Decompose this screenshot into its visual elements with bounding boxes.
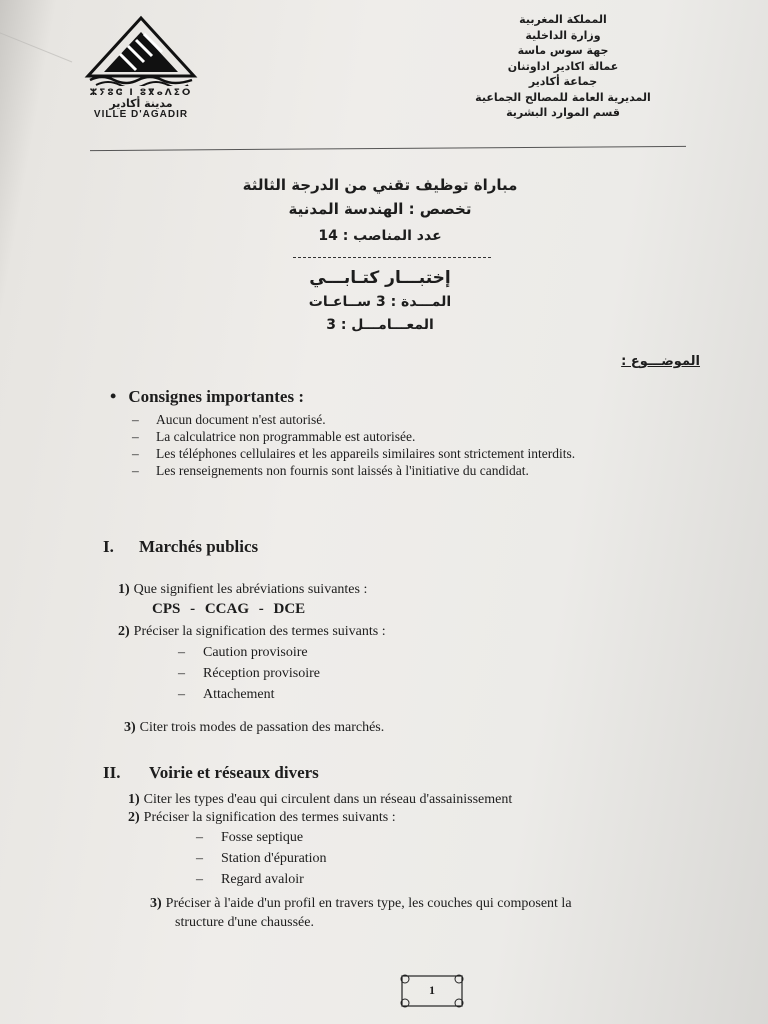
- question: [124, 720, 384, 736]
- section-title: Voirie et réseaux divers: [149, 763, 319, 782]
- title-dashed-divider: [293, 257, 491, 258]
- term-item: – Attachement: [178, 684, 320, 705]
- instructions-heading: [110, 386, 710, 407]
- term-item: – Station d'épuration: [196, 848, 327, 869]
- question-continuation: structure d'une chaussée.: [175, 915, 314, 930]
- question-number: 3): [150, 896, 162, 911]
- instructions-block: [110, 386, 710, 479]
- instruction-item: – Aucun document n'est autorisé.: [132, 411, 710, 428]
- question-text: Préciser la signification des termes suivants :: [133, 624, 386, 639]
- question-number: 1): [118, 582, 130, 597]
- header-line: وزارة الداخلية: [525, 28, 601, 42]
- question-text: Préciser la signification des termes suivants :: [143, 810, 396, 825]
- question: [118, 624, 386, 640]
- term-item: – Fosse septique: [196, 827, 327, 848]
- administrative-header: [448, 12, 678, 121]
- instruction-item: – La calculatrice non programmable est autorisée.: [132, 428, 710, 445]
- header-line: المديرية العامة للمصالح الجماعية: [475, 90, 651, 104]
- question-number: 2): [128, 810, 140, 825]
- question-number: 2): [118, 624, 130, 639]
- header-line: جهة سوس ماسة: [517, 44, 609, 57]
- term-item: – Regard avaloir: [196, 869, 327, 890]
- section-heading: [103, 763, 319, 783]
- instruction-item: – Les renseignements non fournis sont laissés à l'initiative du candidat.: [132, 462, 710, 479]
- term-item: – Caution provisoire: [178, 642, 320, 663]
- exam-coefficient: المعـــامـــل : 3: [326, 317, 434, 333]
- header-line: جماعة أكادير: [528, 75, 598, 88]
- section-heading: [103, 537, 258, 557]
- header-line: عمالة اكادير اداوتنان: [507, 59, 619, 73]
- exam-type: إختبـــار كتـابـــي: [309, 268, 451, 288]
- header-divider: [90, 146, 686, 151]
- exam-title: مباراة توظيف تقني من الدرجة الثالثة: [242, 176, 518, 194]
- logo-french-text: VILLE D'AGADIR: [93, 109, 189, 120]
- term-item: – Réception provisoire: [178, 663, 320, 684]
- question-number: 1): [128, 792, 140, 807]
- terms-list: [178, 642, 320, 705]
- header-line: قسم الموارد البشرية: [506, 106, 620, 119]
- paper-fold: [0, 0, 83, 62]
- city-logo: [80, 14, 202, 120]
- exam-duration: المـــدة : 3 ســاعـات: [308, 294, 452, 310]
- question: [118, 582, 367, 598]
- abbreviations-list: CPS - CCAG - DCE: [152, 601, 306, 617]
- question: [128, 792, 512, 808]
- bullet-icon: •: [110, 386, 117, 406]
- section-number: II.: [103, 763, 121, 782]
- instruction-item: – Les téléphones cellulaires et les appareils similaires sont strictement interdits.: [132, 445, 710, 462]
- section-title: Marchés publics: [139, 537, 259, 556]
- question-text: Citer trois modes de passation des marchés.: [139, 720, 385, 735]
- question-text: Citer les types d'eau qui circulent dans un réseau d'assainissement: [143, 792, 513, 807]
- instructions-title: Consignes importantes :: [128, 386, 304, 406]
- logo-tifinagh-text: ⵣⵢⵓⵛ ⵏ ⵓⴳⴰⴷⵉⵔ: [89, 88, 193, 98]
- section-number: I.: [103, 537, 114, 556]
- page-number: 1: [429, 983, 435, 997]
- question-text: Préciser à l'aide d'un profil en travers type, les couches qui composent la: [165, 896, 572, 911]
- page-number-scroll: [396, 972, 468, 1010]
- exam-specialty: تخصص : الهندسة المدنية: [288, 200, 472, 218]
- terms-list: [196, 827, 327, 890]
- logo-arabic-text: مدينة أكادير: [109, 97, 173, 110]
- question: [128, 810, 396, 826]
- positions-count: عدد المناصب : 14: [318, 228, 442, 244]
- question: [150, 896, 750, 912]
- subject-label: الموضـــوع :: [621, 354, 700, 369]
- question-number: 3): [124, 720, 136, 735]
- agadir-emblem-icon: [82, 14, 200, 86]
- instructions-list: [110, 411, 710, 479]
- question-text: Que signifient les abréviations suivantes :: [133, 582, 368, 597]
- header-line: المملكة المغربية: [519, 13, 607, 26]
